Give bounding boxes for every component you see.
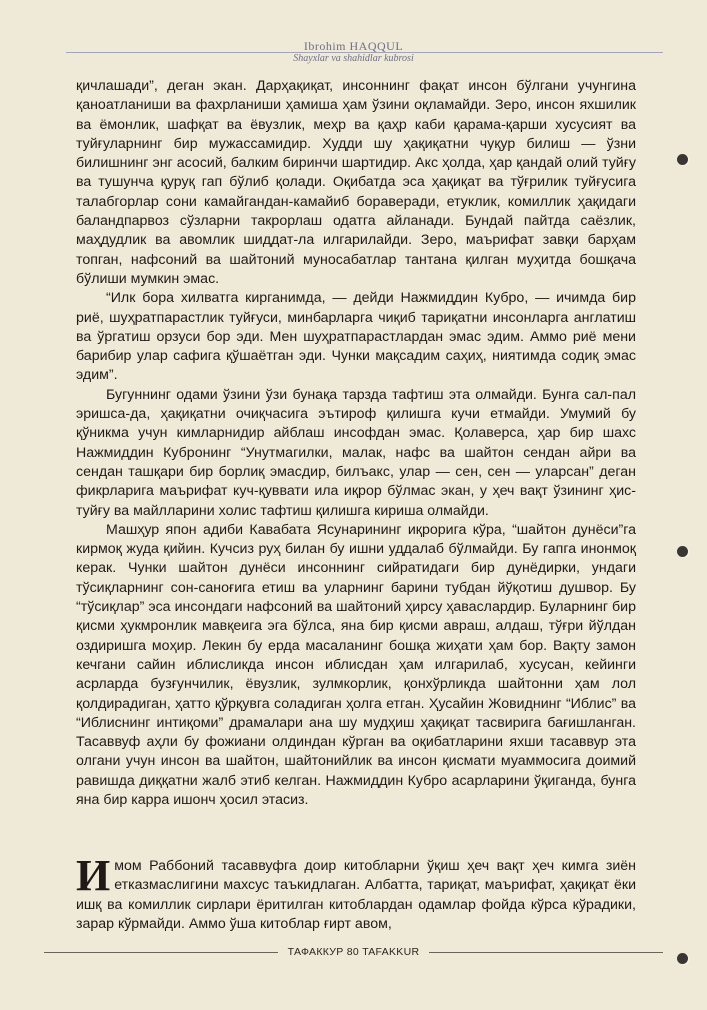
punch-hole-bottom xyxy=(677,953,688,964)
footer-page-label: ТАФАККУР 80 TAFAKKUR xyxy=(287,946,420,958)
header-book-title: Shayxlar va shahidlar kubrosi xyxy=(293,53,414,64)
footer-rule-left xyxy=(44,952,278,953)
header-author: Ibrohim HAQQUL xyxy=(303,39,404,53)
punch-hole-top xyxy=(677,154,688,165)
paragraph-2: “Илк бора хилватга кирганимда, — дейди Нажмиддин Кубро, — ичимда бир риё, шуҳратпарастлик туйғуси, минбарларга чиқиб тариқатни инсонларга англатиш ва ўргатиш орзуси бор эди. Мен шуҳратпарастлардан эмас эдим. Аммо риё мени барибир улар сафига қўшаётган эди. Чунки мақсадим саҳиҳ, ниятимда содиқ эмас эдим”. xyxy=(76,290,636,384)
paragraph-3: Бугуннинг одами ўзини ўзи бунақа тарзда тафтиш эта олмайди. Бунга сал-пал эришса-да, ҳақиқатни очиқчасига эътироф қилишга кучи етмайди. Умумий бу қўникма учун кимларнидир айблаш инсофдан эмас. Қолаверса, ҳар бир шахс Нажмиддин Кубронинг “Унутмагилки, малак, нафс ва шайтон сендан айри ва сендан ташқари бир борлиқ эмасдир, билъакс, улар — сен, сен — уларсан” деган фикрларига маърифат куч-қуввати ила иқрор бўлмас экан, у ҳеч вақт ўзининг ҳис-туйғу ва майлларини холис тафтиш қилишга кириша олмайди. xyxy=(76,386,636,519)
new-section xyxy=(76,851,636,934)
drop-cap: И xyxy=(76,851,111,900)
article-body xyxy=(76,77,636,810)
footer-rule-right xyxy=(429,952,663,953)
punch-hole-middle xyxy=(677,546,688,557)
paragraph-4: Машҳур япон адиби Кавабата Ясунарининг иқрорига кўра, “шайтон дунёси”га кирмоқ жуда қийин. Кучсиз руҳ билан бу ишни уддалаб бўлмайди. Бу гапга инонмоқ керак. Чунки шайтон дунёси инсоннинг сийратидаги бир дунёдирки, ундаги тўсиқларнинг сон-саноғига етиш ва уларнинг барини тубдан йўқотиш душвор. Бу “тўсиқлар” эса инсондаги нафсоний ва шайтоний ҳирсу ҳаваслардир. Буларнинг бир қисми ҳукмронлик мавқеига эга бўлса, яна бир қисми авраш, алдаш, тўғри йўлдан оздиришга моҳир. Лекин бу ерда масаланинг бошқа жиҳати ҳам бор. Вақту замон кечгани сайин иблисликда инсон иблисдан ҳам илгарилаб, хусусан, кейинги асрларда бузғунчилик, ёвузлик, зулмкорлик, қонхўрликда шайтонни ҳам лол қолдирадиган, ҳатто қўрқувга соладиган ҳолга етган. Ҳусайин Жовиднинг “Иблис” ва “Иблиснинг интиқоми” драмалари ана шу мудҳиш ҳақиқат тасвирига бағишланган. Тасаввуф аҳли бу фожиани олдиндан кўрган ва оқибатларини яхши тасаввур эта олгани учун инсон ва шайтон, шайтонийлик ва инсон қисмати муаммосига доимий равишда диққатни жалб этиб келган. Нажмиддин Кубро асарларини ўқиганда, бунга яна бир карра ишонч ҳосил этасиз. xyxy=(76,521,636,808)
page-footer xyxy=(44,946,663,958)
header-rule xyxy=(66,52,663,53)
paragraph-1: қичлашади”, деган экан. Дарҳақиқат, инсоннинг фақат инсон бўлгани учунгина қаноатланиши ва фахрланиши ҳамиша ҳам ўзини оқламайди. Зеро, инсон яхшилик ва ёмонлик, шафқат ва ёвузлик, меҳр ва қаҳр каби қарама-қарши хусусият ва туйғуларнинг бир мужассамидир. Худди шу ҳақиқатни чуқур билиш — ўзни билишнинг энг асосий, балким биринчи шартидир. Акс ҳолда, ҳар қандай олий туйғу ва тушунча қуруқ гап бўлиб қолади. Оқибатда эса ҳақиқат ва тўғрилик туйғусига талабгорлар сони камайгандан-камайиб бораверади, етуклик, комиллик ҳақидаги баландпарвоз сўзларни такрорлаш одатга айланади. Бундай пайтда саёзлик, маҳдудлик ва авомлик шиддат-ла илгарилайди. Зеро, маърифат завқи барҳам топган, нафсоний ва шайтоний муносабатлар тантана қилган муҳитда бошқача бўлиши мумкин эмас. xyxy=(76,78,636,287)
section-paragraph: мом Раббоний тасаввуфга доир китобларни ўқиш ҳеч вақт ҳеч кимга зиён етказмаслигини махсус таъкидлаган. Албатта, тариқат, маърифат, ҳақиқат ёки ишқ ва комиллик сирлари ёритилган китоблардан одамлар фойда кўрса кўрадики, зарар кўрмайди. Аммо ўша китоблар ғирт авом, xyxy=(76,858,636,932)
